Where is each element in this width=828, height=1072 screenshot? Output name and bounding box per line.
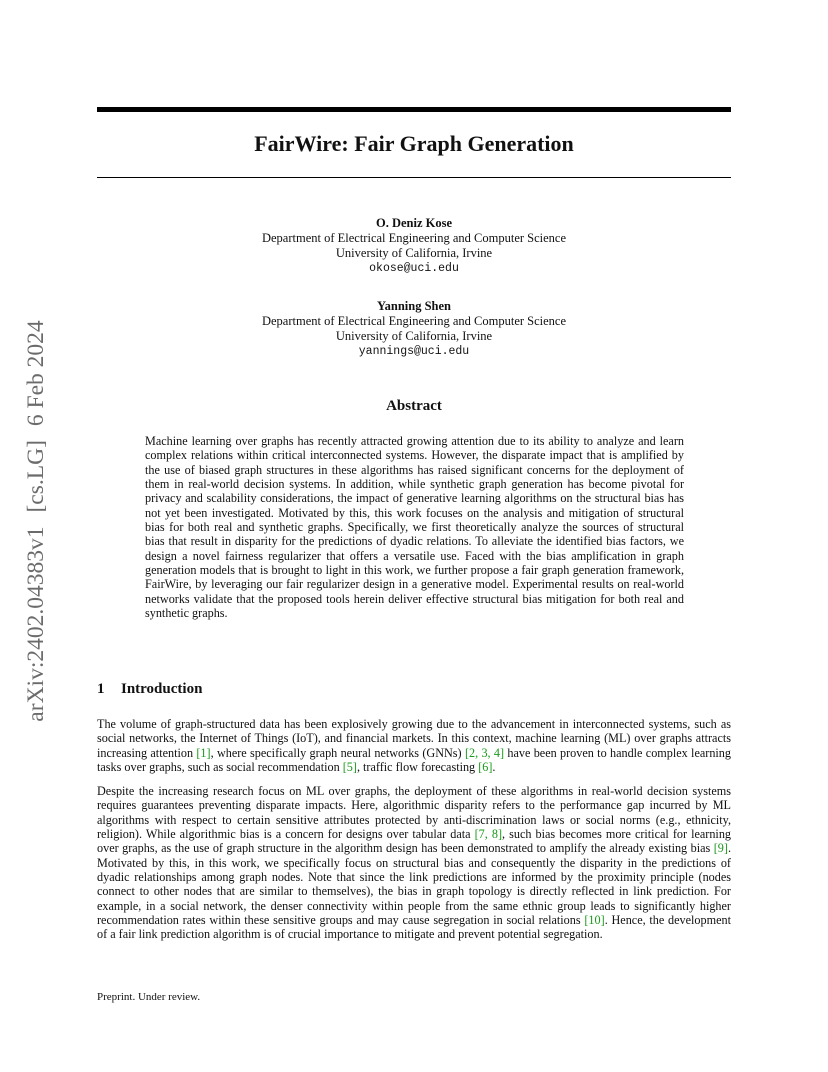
- author-email[interactable]: okose@uci.edu: [369, 262, 459, 275]
- author-department: Department of Electrical Engineering and Computer Science: [261, 314, 567, 328]
- intro-paragraph-2: [97, 784, 731, 942]
- author-institution: University of California, Irvine: [335, 246, 493, 260]
- arxiv-id: arXiv:2402.04383v1: [23, 526, 49, 722]
- author-name: Yanning Shen: [377, 299, 451, 313]
- preprint-footnote: Preprint. Under review.: [97, 991, 201, 1003]
- intro-paragraph-1: [97, 717, 731, 774]
- title-top-rule: [97, 107, 731, 112]
- arxiv-stamp: [22, 261, 50, 781]
- author-email[interactable]: yannings@uci.edu: [358, 345, 470, 358]
- arxiv-date: 6 Feb 2024: [23, 320, 49, 427]
- citation-link[interactable]: [7, 8]: [474, 827, 503, 842]
- citation-link[interactable]: [10]: [584, 913, 605, 928]
- arxiv-category: [cs.LG]: [23, 440, 49, 513]
- section-number: 1: [97, 681, 105, 697]
- text-run: , traffic flow forecasting: [356, 760, 479, 775]
- author-name: O. Deniz Kose: [375, 216, 453, 230]
- author-institution: University of California, Irvine: [335, 329, 493, 343]
- text-run: . Hence, the development of a fair link prediction algorithm is of crucial importance to mitigate and prevent potential segregation.: [97, 913, 731, 942]
- paper-title: FairWire: Fair Graph Generation: [254, 131, 574, 156]
- author-block-1: [97, 216, 731, 276]
- text-run: . Motivated by this, in this work, we specifically focus on structural bias and consequently the disparity in the predictions of dyadic relationships among graph nodes. Note that since the link predictions are informed by the proximity principle (nodes connect to other nodes that are similar to themselves), the bias in graph topology is directly reflected in link prediction. For example, in a social network, the denser connectivity within people from the same ethnic group leads to significantly higher recommendation rates within these sensitive groups and may cause segregation in social relations: [97, 841, 731, 928]
- citation-link[interactable]: [5]: [342, 760, 357, 775]
- abstract-text: Machine learning over graphs has recently attracted growing attention due to its ability to analyze and learn complex relations within critical interconnected systems. However, the disparate impact that is amplified by the use of biased graph structures in these algorithms has raised significant concerns for the deployment of them in real-world decision systems. In addition, while synthetic graph generation has become pivotal for privacy and scalability considerations, the impact of generative learning algorithms on the structural bias has not yet been investigated. Motivated by this, this work focuses on the analysis and mitigation of structural bias for both real and synthetic graphs. Specifically, we first theoretically analyze the sources of structural bias that result in disparity for the predictions of dyadic relations. To alleviate the identified bias factors, we design a novel fairness regularizer that offers a versatile use. Faced with the bias amplification in graph generation models that is brought to light in this work, we further propose a fair graph generation framework, FairWire, by leveraging our fair regularizer design in a generative model. Experimental results on real-world networks validate that the proposed tools herein deliver effective structural bias mitigation for both real and synthetic graphs.: [145, 434, 684, 621]
- citation-link[interactable]: [2, 3, 4]: [464, 745, 505, 760]
- text-run: , such bias becomes more critical for learning over graphs, as the use of graph structure in the algorithm design has been demonstrated to amplify the already existing bias: [97, 827, 732, 856]
- text-run: have been proven to handle complex learning tasks over graphs, such as social recommendation: [97, 745, 731, 775]
- abstract-heading: Abstract: [386, 398, 442, 414]
- section-title: Introduction: [121, 681, 203, 697]
- text-run: .: [492, 760, 496, 775]
- citation-link[interactable]: [1]: [196, 745, 211, 760]
- author-block-2: [97, 299, 731, 359]
- section-heading-introduction: [97, 679, 202, 699]
- author-department: Department of Electrical Engineering and Computer Science: [261, 231, 567, 245]
- text-run: Despite the increasing research focus on ML over graphs, the deployment of these algorithms in real-world decision systems requires guarantees preventing disparate impacts. Here, algorithmic disparity refers to the performance gap incurred by ML algorithms with respect to certain sensitive attributes protected by anti-discrimination laws or social norms (e.g., ethnicity, religion). While algorithmic bias is a concern for designs over tabular data: [97, 784, 731, 842]
- text-run: The volume of graph-structured data has been explosively growing due to the advancement in interconnected systems, such as social networks, the Internet of Things (IoT), and financial markets. In this context, machine learning (ML) over graphs attracts increasing attention: [97, 717, 731, 760]
- title-bottom-rule: [97, 177, 731, 178]
- citation-link[interactable]: [9]: [713, 841, 728, 856]
- text-run: , where specifically graph neural networks (GNNs): [210, 745, 465, 760]
- citation-link[interactable]: [6]: [478, 760, 493, 775]
